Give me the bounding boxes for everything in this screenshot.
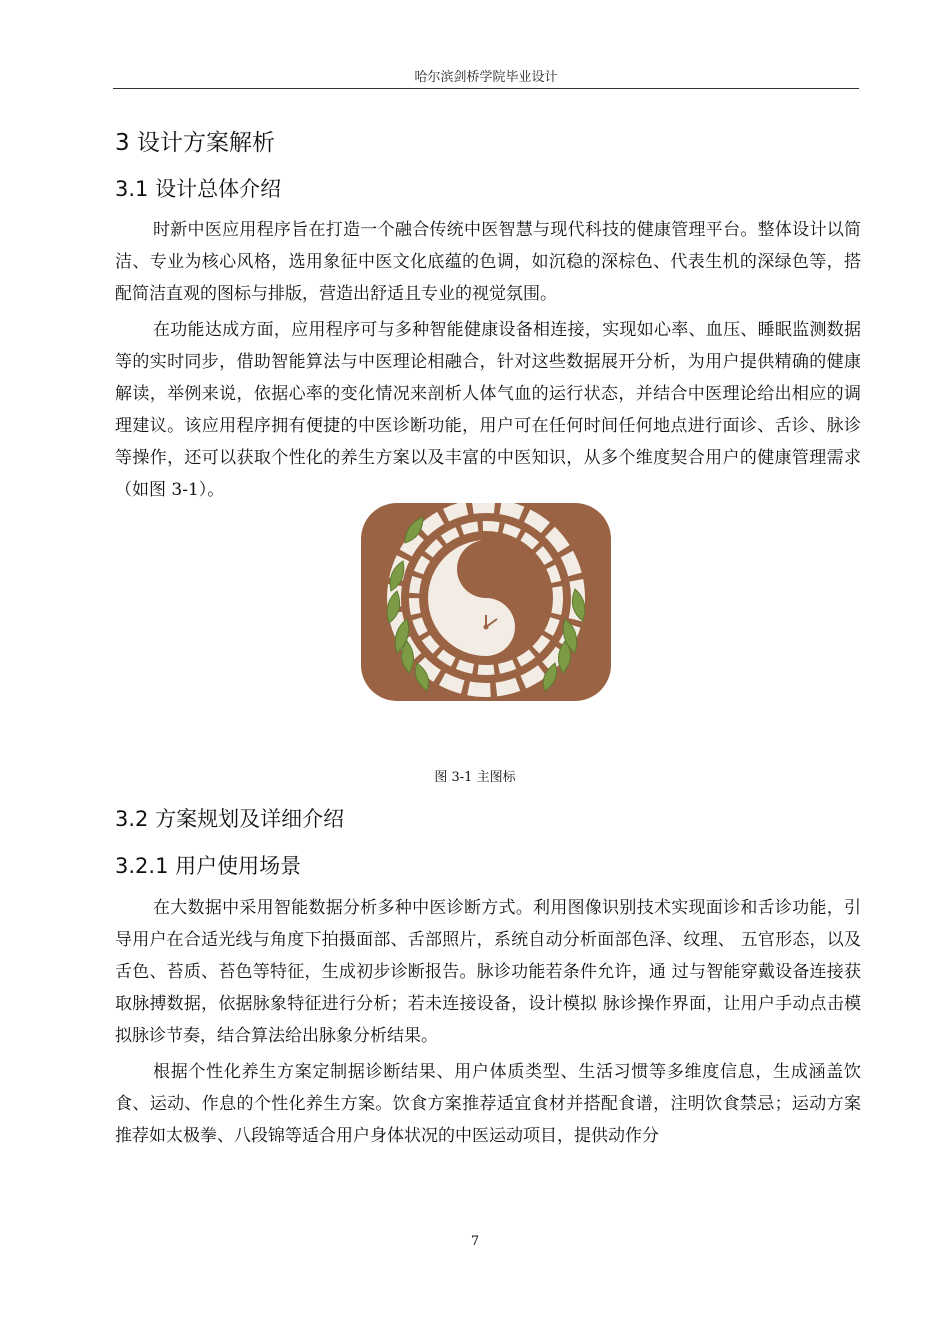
header-rule [113,88,859,89]
paragraph-functions: 在功能达成方面，应用程序可与多种智能健康设备相连接，实现如心率、血压、睡眠监测数据等的实时同步，借助智能算法与中医理论相融合，针对这些数据展开分析，为用户提供精确的健康解读，举例来说，依据心率的变化情况来剖析人体气血的运行状态，并结合中医理论给出相应的调理建议。该应用程序拥有便捷的中医诊断功能，用户可在任何时间任何地点进行面诊、舌诊、脉诊等操作，还可以获取个性化的养生方案以及丰富的中医知识，从多个维度契合用户的健康管理需求（如图 3-1）。 [115,320,861,500]
page-header: 哈尔滨剑桥学院毕业设计 [414,70,558,85]
figure-caption: 图 3-1 主图标 [434,770,516,785]
section-3-2-heading: 3.2 方案规划及详细介绍 [115,807,345,831]
paragraph-health-plan: 根据个性化养生方案定制据诊断结果、用户体质类型、生活习惯等多维度信息，生成涵盖饮食、运动、作息的个性化养生方案。饮食方案推荐适宜食材并搭配食谱，注明饮食禁忌；运动方案推荐如太极拳、八段锦等适合用户身体状况的中医运动项目，提供动作分 [115,1062,861,1146]
section-3-2-1-heading: 3.2.1 用户使用场景 [115,854,302,878]
yin-yang-clock-icon [361,503,611,701]
section-3-1-heading: 3.1 设计总体介绍 [115,177,282,201]
paragraph-user-scenario: 在大数据中采用智能数据分析多种中医诊断方式。利用图像识别技术实现面诊和舌诊功能，引导用户在合适光线与角度下拍摄面部、舌部照片，系统自动分析面部色泽、纹理、 五官形态，以及舌色、苔质、苔色等特征，生成初步诊断报告。脉诊功能若条件允许，通 过与智能穿戴设备连接获取脉搏数据，依据脉象特征进行分析；若未连接设备，设计模拟 脉诊操作界面，让用户手动点击模拟脉诊节奏，结合算法给出脉象分析结果。 [115,898,861,1046]
main-app-icon-figure [361,503,611,701]
paragraph-overview: 时新中医应用程序旨在打造一个融合传统中医智慧与现代科技的健康管理平台。整体设计以简洁、专业为核心风格，选用象征中医文化底蕴的色调，如沉稳的深棕色、代表生机的深绿色等，搭配简洁直观的图标与排版，营造出舒适且专业的视觉氛围。 [115,220,861,304]
page-number: 7 [470,1234,480,1249]
section-3-heading: 3 设计方案解析 [115,130,275,156]
